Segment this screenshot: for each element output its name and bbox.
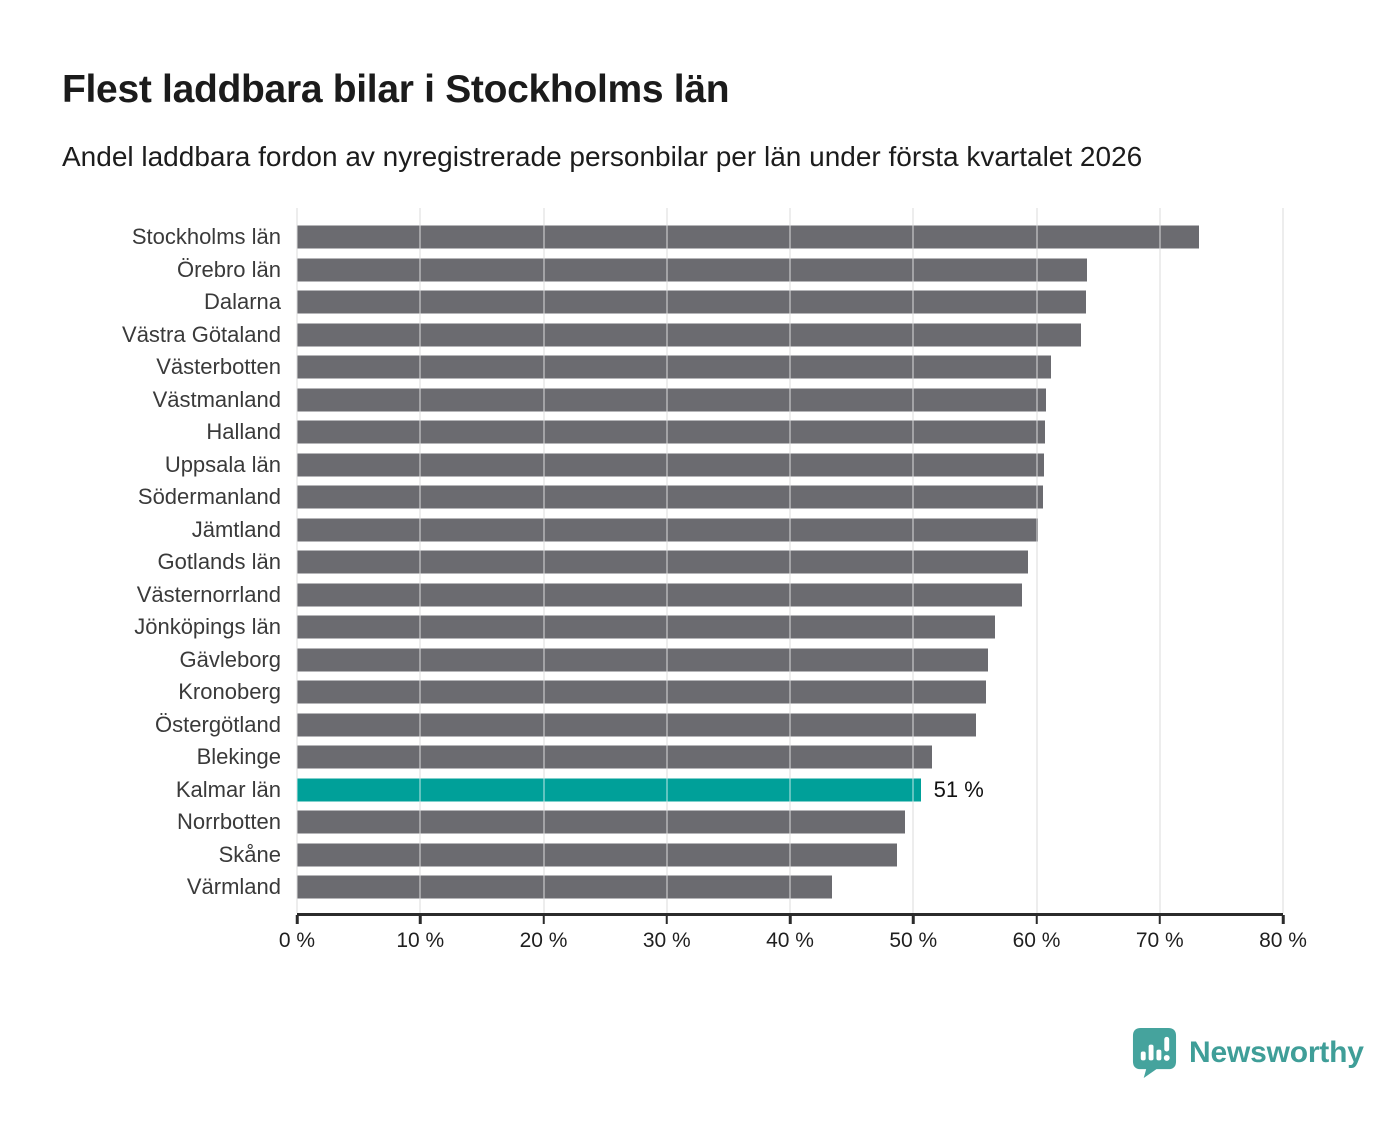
bar xyxy=(297,746,932,769)
axis-tick xyxy=(789,915,792,924)
category-label: Västernorrland xyxy=(136,581,281,607)
bar-track xyxy=(297,611,1283,644)
category-label: Värmland xyxy=(186,874,281,899)
brand xyxy=(1131,1026,1364,1079)
bar-row xyxy=(62,644,1283,677)
bar-row xyxy=(62,384,1283,417)
bar-track xyxy=(297,774,1283,807)
category-label: Västmanland xyxy=(152,386,281,412)
category-label: Skåne xyxy=(218,841,281,867)
bar-track xyxy=(297,741,1283,774)
bar xyxy=(297,226,1199,249)
bar-track xyxy=(297,254,1283,287)
bar-track xyxy=(297,416,1283,449)
bar-row xyxy=(62,774,1283,807)
x-axis xyxy=(278,913,1307,973)
axis-tick xyxy=(296,915,299,924)
bar xyxy=(297,291,1086,314)
bar xyxy=(297,583,1022,606)
bar xyxy=(297,551,1028,574)
axis-tick-label: 0 % xyxy=(278,929,316,952)
bar-row xyxy=(62,254,1283,287)
axis-tick xyxy=(1159,915,1162,924)
bar-track xyxy=(297,351,1283,384)
category-label: Kronoberg xyxy=(178,679,281,704)
axis-tick-label: 80 % xyxy=(1259,929,1307,952)
brand-name: Newsworthy xyxy=(1189,1035,1364,1069)
value-annotation: 51 % xyxy=(933,776,984,802)
bar-track xyxy=(297,676,1283,709)
bar xyxy=(297,713,976,736)
bar-track xyxy=(297,709,1283,742)
bar-track xyxy=(297,514,1283,547)
bar-rows xyxy=(62,221,1283,904)
bar xyxy=(297,356,1051,379)
bar-row xyxy=(62,741,1283,774)
bar-track xyxy=(297,449,1283,482)
bar-track xyxy=(297,481,1283,514)
category-label: Uppsala län xyxy=(164,451,281,477)
bar-row xyxy=(62,579,1283,612)
chart-title: Flest laddbara bilar i Stockholms län xyxy=(62,68,730,111)
bar xyxy=(297,388,1046,411)
category-label: Västra Götaland xyxy=(122,321,281,347)
axis-tick-label: 60 % xyxy=(1012,929,1061,952)
bar-track xyxy=(297,579,1283,612)
category-label: Stockholms län xyxy=(131,224,281,249)
axis-tick xyxy=(1282,915,1285,924)
bar-row xyxy=(62,481,1283,514)
bar xyxy=(297,518,1038,541)
bar-row xyxy=(62,676,1283,709)
bar-track xyxy=(297,221,1283,254)
category-label: Jönköpings län xyxy=(134,614,281,639)
axis-tick-label: 10 % xyxy=(396,929,445,952)
bar xyxy=(297,811,905,834)
bar-track xyxy=(297,286,1283,319)
bar-row xyxy=(62,514,1283,547)
bar-row xyxy=(62,806,1283,839)
axis-tick xyxy=(666,915,669,924)
bar xyxy=(297,421,1045,444)
bar-highlighted xyxy=(297,778,921,801)
bar xyxy=(297,258,1087,281)
axis-tick-label: 20 % xyxy=(519,929,568,952)
bar-row xyxy=(62,871,1283,904)
axis-tick-label: 50 % xyxy=(889,929,938,952)
bar-track xyxy=(297,839,1283,872)
bar xyxy=(297,616,995,639)
category-label: Gävleborg xyxy=(179,646,281,672)
bar xyxy=(297,843,897,866)
bar-track xyxy=(297,644,1283,677)
bar-row xyxy=(62,221,1283,254)
axis-tick-label: 40 % xyxy=(766,929,814,952)
category-label: Östergötland xyxy=(155,711,281,737)
category-label: Gotlands län xyxy=(157,549,281,574)
bar-track xyxy=(297,871,1283,904)
category-label: Blekinge xyxy=(196,744,281,769)
bar-track xyxy=(297,546,1283,579)
bar-row xyxy=(62,449,1283,482)
bar-track xyxy=(297,806,1283,839)
axis-tick xyxy=(1035,915,1038,924)
axis-tick-label: 30 % xyxy=(642,929,691,952)
category-label: Västerbotten xyxy=(156,354,281,379)
bar-row xyxy=(62,546,1283,579)
category-label: Jämtland xyxy=(191,516,281,542)
bar-row xyxy=(62,839,1283,872)
category-label: Kalmar län xyxy=(175,776,281,802)
chart-subtitle: Andel laddbara fordon av nyregistrerade personbilar per län under första kvartalet 2026 xyxy=(62,141,1143,172)
category-label: Dalarna xyxy=(203,289,281,314)
bar-row xyxy=(62,709,1283,742)
bar-row xyxy=(62,319,1283,352)
bar xyxy=(297,876,832,899)
bar-row xyxy=(62,351,1283,384)
category-label: Norrbotten xyxy=(177,809,281,834)
axis-tick xyxy=(912,915,915,924)
bar-row xyxy=(62,286,1283,319)
newsworthy-logo-icon xyxy=(1131,1026,1178,1079)
axis-tick xyxy=(542,915,545,924)
bar xyxy=(297,323,1081,346)
axis-tick xyxy=(419,915,422,924)
category-label: Halland xyxy=(206,419,281,444)
bar-track xyxy=(297,384,1283,417)
axis-tick-label: 70 % xyxy=(1135,929,1184,952)
bar xyxy=(297,681,986,704)
bar xyxy=(297,648,988,671)
bar xyxy=(297,453,1044,476)
bar-row xyxy=(62,611,1283,644)
category-label: Södermanland xyxy=(137,484,281,509)
bar-track xyxy=(297,319,1283,352)
bar-row xyxy=(62,416,1283,449)
category-label: Örebro län xyxy=(177,256,281,282)
bar xyxy=(297,486,1043,509)
